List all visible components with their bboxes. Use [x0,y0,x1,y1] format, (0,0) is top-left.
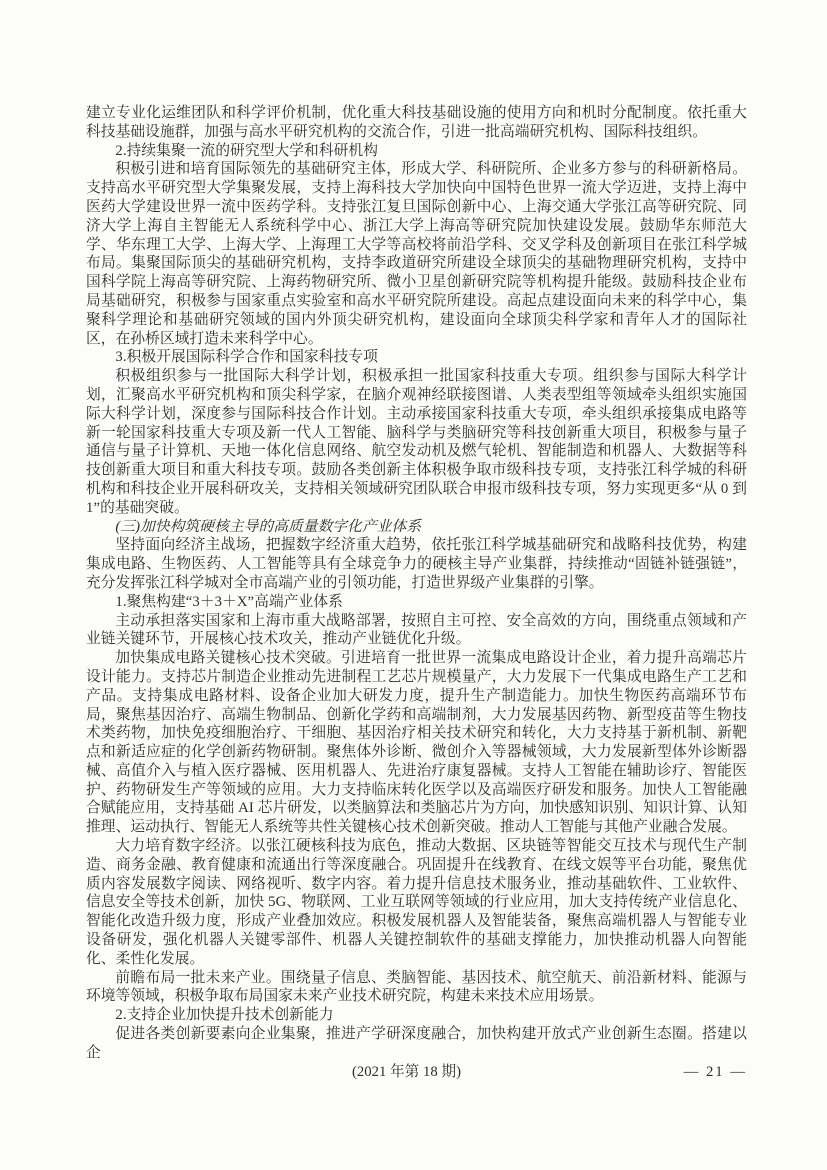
footer-issue-label: (2021 年第 18 期) [352,1064,461,1080]
section-heading: (三)加快构筑硬核主导的高质量数字化产业体系 [115,518,422,535]
paragraph: 促进各类创新要素向企业集聚，推进产学研深度融合，加快构建开放式产业创新生态圈。搭建以企 [86,1026,747,1061]
paragraph: 积极引进和培育国际领先的基础研究主体，形成大学、科研院所、企业多方参与的科研新格局。支持高水平研究型大学集聚发展，支持上海科技大学加快向中国特色世界一流大学迈进，支持上海中医药大学建设世界一流中医药学科。支持张江复旦国际创新中心、上海交通大学张江高等研究院、同济大学上海自主智能无人系统科学中心、浙江大学上海高等研究院加快建设发展。鼓励华东师范大学、华东理工大学、上海大学、上海理工大学等高校将前沿学科、交叉学科及创新项目在张江科学城布局。集聚国际顶尖的基础研究机构，支持李政道研究所建设全球顶尖的基础物理研究机构，支持中国科学院上海高等研究院、上海药物研究所、微小卫星创新研究院等机构提升能级。鼓励科技企业布局基础研究，积极参与国家重点实验室和高水平研究院所建设。高起点建设面向未来的科学中心，集聚科学理论和基础研究领域的国内外顶尖研究机构，建设面向全球顶尖科学家和青年人才的国际社区，在孙桥区域打造未来科学中心。 [86,161,747,347]
paragraph: 建立专业化运维团队和科学评价机制，优化重大科技基础设施的使用方向和机时分配制度。依托重大科技基础设施群，加强与高水平研究机构的交流合作，引进一批高端研究机构、国际科技组织。 [86,105,747,140]
paragraph: 加快集成电路关键核心技术突破。引进培育一批世界一流集成电路设计企业，着力提升高端芯片设计能力。支持芯片制造企业推动先进制程工艺芯片规模量产，大力发展下一代集成电路生产工艺和产品。支持集成电路材料、设备企业加大研发力度，提升生产制造能力。加快生物医药高端环节布局，聚焦基因治疗、高端生物制品、创新化学药和高端制剂，大力发展基因药物、新型疫苗等生物技术类药物，加快免疫细胞治疗、干细胞、基因治疗相关技术研究和转化，大力支持基于新机制、新靶点和新适应症的化学创新药物研制。聚焦体外诊断、微创介入等器械领域，大力发展新型体外诊断器械、高值介入与植入医疗器械、医用机器人、先进治疗康复器械。支持人工智能在辅助诊疗、智能医护、药物研发生产等领域的应用。大力支持临床转化医学以及高端医疗研发和服务。加快人工智能融合赋能应用，支持基础 AI 芯片研发，以类脑算法和类脑芯片为方向，加快感知识别、知识计算、认知推理、运动执行、智能无人系统等共性关键核心技术创新突破。推动人工智能与其他产业融合发展。 [86,650,747,836]
section-heading: 2.持续集聚一流的研究型大学和科研机构 [115,142,378,159]
paragraph: 前瞻布局一批未来产业。围绕量子信息、类脑智能、基因技术、航空航天、前沿新材料、能源与环境等领域，积极争取布局国家未来产业技术研究院，构建未来技术应用场景。 [86,969,747,1005]
paragraph: 主动承担落实国家和上海市重大战略部署，按照自主可控、安全高效的方向，围绕重点领域和产业链关键环节，开展核心技术攻关，推动产业链优化升级。 [86,612,747,648]
footer-page-number: — 21 — [683,1064,747,1080]
paragraph: 坚持面向经济主战场，把握数字经济重大趋势，依托张江科学城基础研究和战略科技优势，构建集成电路、生物医药、人工智能等具有全球竞争力的硬核主导产业集群，持续推动“固链补链强链”，充分发挥张江科学城对全市高端产业的引领功能，打造世界级产业集群的引擎。 [86,537,747,591]
page-footer [86,1063,747,1083]
section-heading: 3.积极开展国际科学合作和国家科技专项 [115,349,378,366]
section-heading: 2.支持企业加快提升技术创新能力 [115,1007,334,1024]
paragraph: 积极组织参与一批国际大科学计划，积极承担一批国家科技重大专项。组织参与国际大科学计划，汇聚高水平研究机构和顶尖科学家，在脑介观神经联接图谱、人类表型组等领域牵头组织实施国际大科学计划，深度参与国际科技合作计划。主动承接国家科技重大专项，牵头组织承接集成电路等新一轮国家科技重大专项及新一代人工智能、脑科学与类脑研究等科技创新重大项目，积极参与量子通信与量子计算机、天地一体化信息网络、航空发动机及燃气轮机、智能制造和机器人、大数据等科技创新重大项目和重大科技专项。鼓励各类创新主体积极争取市级科技专项，支持张江科学城的科研机构和科技企业开展科研攻关，支持相关领域研究团队联合申报市级科技专项，努力实现更多“从 0 到 1”的基础突破。 [86,368,747,516]
document-body [86,104,747,1063]
paragraph: 大力培育数字经济。以张江硬核科技为底色，推动大数据、区块链等智能交互技术与现代生产制造、商务金融、教育健康和流通出行等深度融合。巩固提升在线教育、在线文娱等平台功能，聚焦优质内容发展数字阅读、网络视听、数字内容。着力提升信息技术服务业，推动基础软件、工业软件、信息安全等技术创新，加快 5G、物联网、工业互联网等领域的行业应用，加大支持传统产业信息化、智能化改造升级力度，形成产业叠加效应。积极发展机器人及智能装备，聚焦高端机器人与智能专业设备研发，强化机器人关键零部件、机器人关键控制软件的基础支撑能力，加快推动机器人向智能化、柔性化发展。 [86,838,747,967]
section-heading: 1.聚焦构建“3＋3＋X”高端产业体系 [115,593,343,610]
